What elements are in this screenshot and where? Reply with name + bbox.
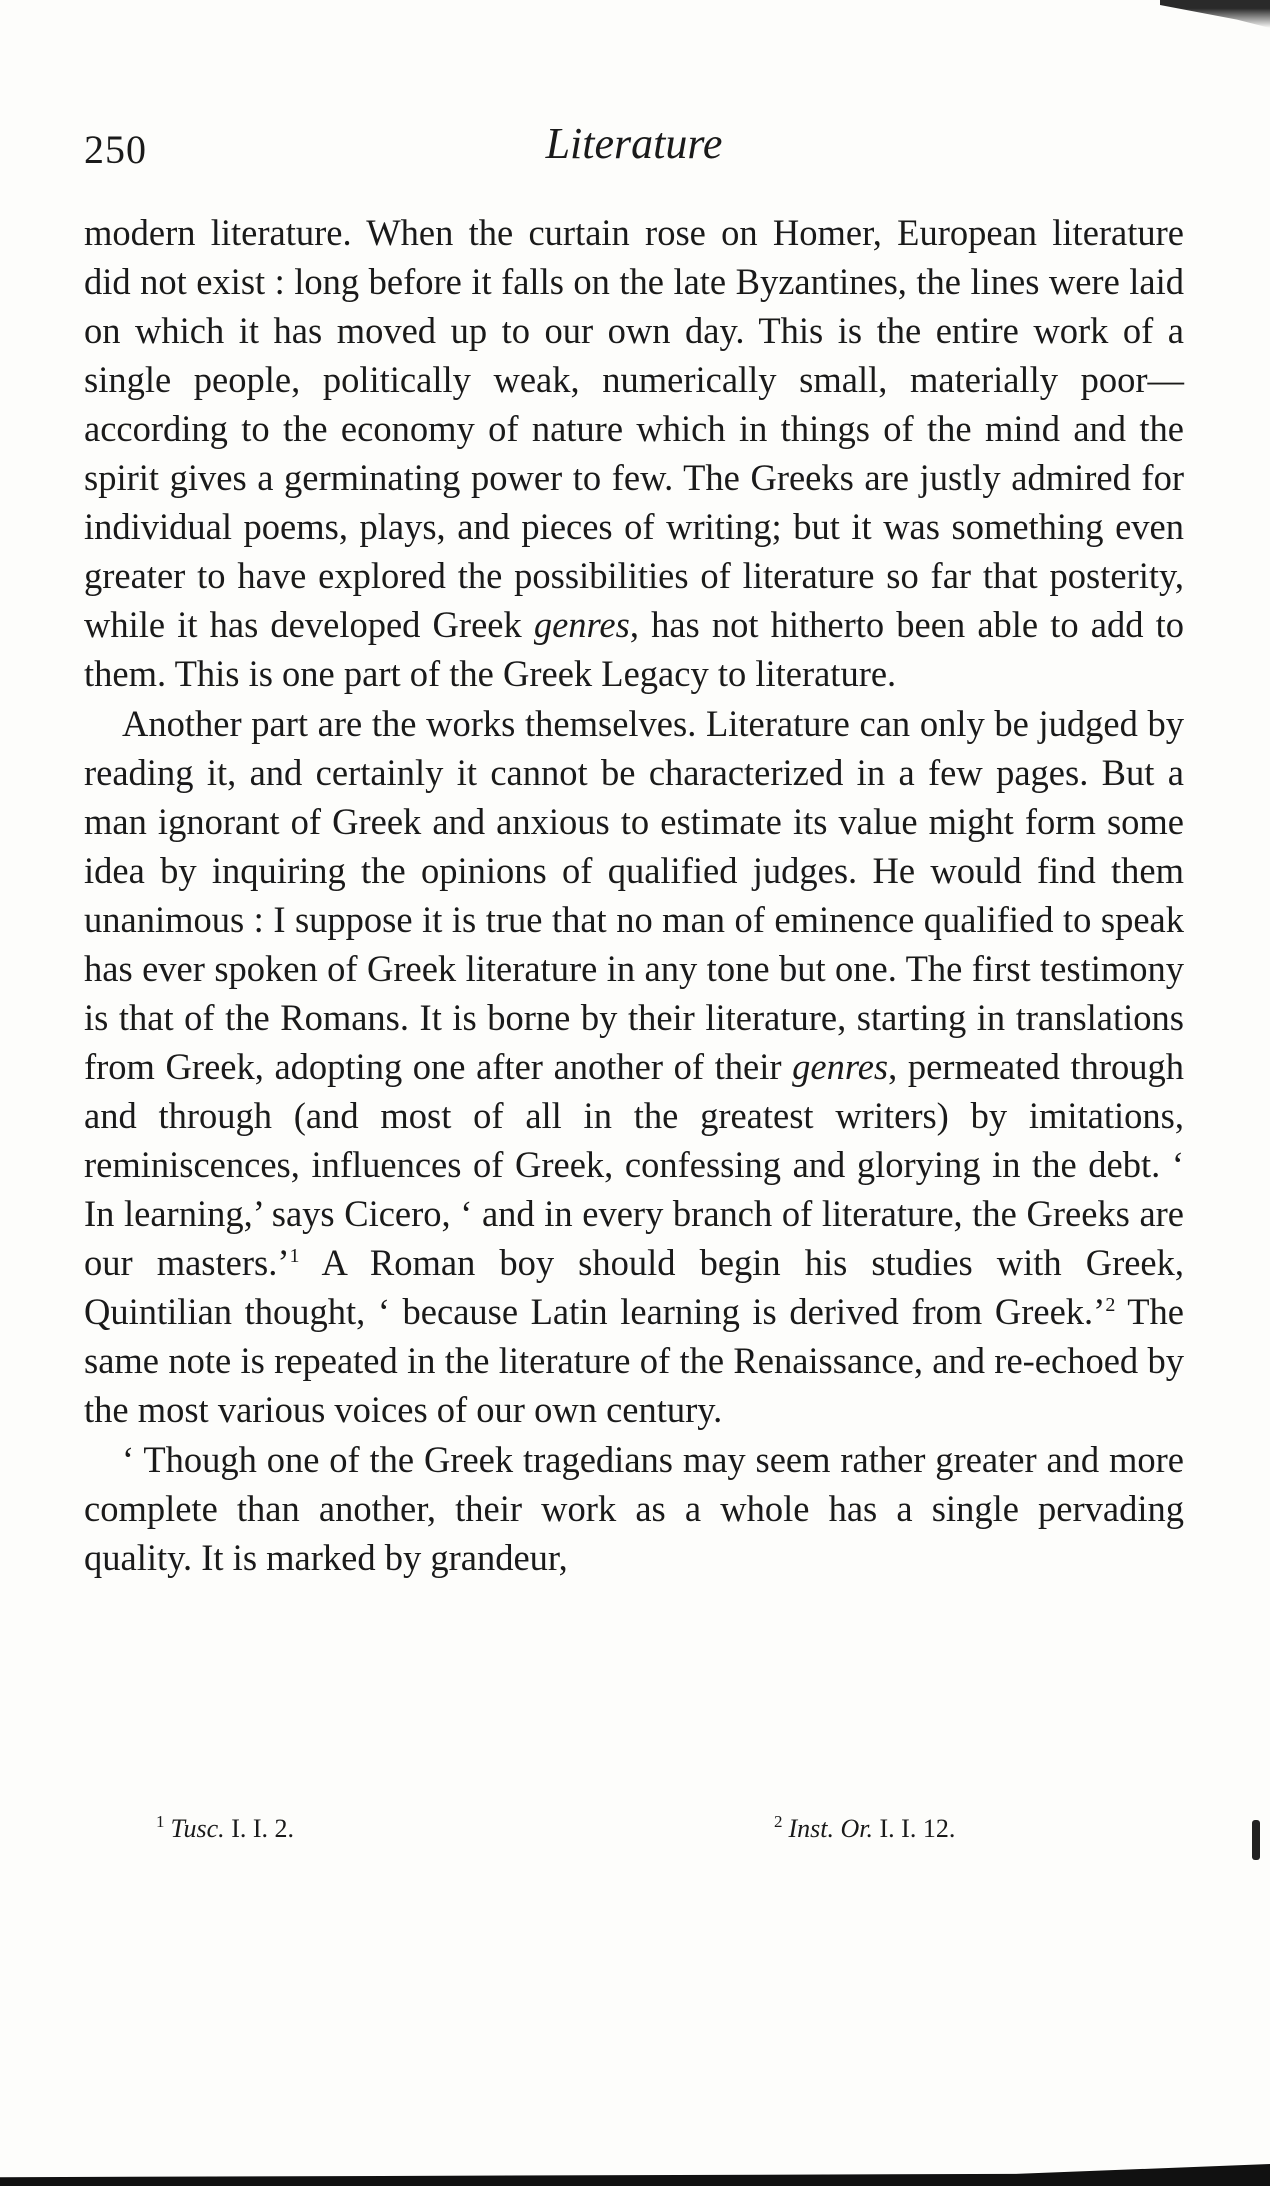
- paragraph-2: Another part are the works themselves. Literature can only be judged by reading it, and certainly it cannot be characterized in a few pages. But a man ignorant of Greek and anxious to estimate its value might form some idea by inquiring the opinions of qualified judges. He would find them unanimous : I suppose it is true that no man of eminence qualified to speak has ever spoken of Greek literature in any tone but one. The first testimony is that of the Romans. It is borne by their literature, starting in translations from Greek, adopting one after another of their genres, permeated through and through (and most of all in the greatest writers) by imitations, reminiscences, influences of Greek, confessing and glorying in the debt. ‘ In learning,’ says Cicero, ‘ and in every branch of literature, the Greeks are our masters.’$^1$ A Roman boy should begin his studies with Greek, Quintilian thought, ‘ because Latin learning is derived from Greek.’$^2$ The same note is repeated in the literature of the Renaissance, and re-echoed by the most various voices of our own century.: [84, 703, 1184, 1430]
- footnote-1-marker: 1: [156, 1812, 165, 1832]
- paragraph-3: ‘ Though one of the Greek tragedians may seem rather greater and more complete than another, their work as a whole has a single pervading quality. It is marked by grandeur,: [84, 1439, 1184, 1578]
- paragraph-1: modern literature. When the curtain rose on Homer, European literature did not exist : long before it falls on the late Byzantines, the lines were laid on which it has moved up to our own day. This is the entire work of a single people, politically weak, numerically small, materially poor—according to the economy of nature which in things of the mind and the spirit gives a germinating power to few. The Greeks are justly admired for individual poems, plays, and pieces of writing; but it was something even greater to have explored the possibilities of literature so far that posterity, while it has developed Greek genres, has not hitherto been able to add to them. This is one part of the Greek Legacy to literature.: [84, 212, 1185, 694]
- footnote-2-marker: 2: [774, 1812, 783, 1832]
- scan-edge-mark-bottom: [0, 2164, 1270, 2186]
- italic-term: genres: [533, 604, 630, 645]
- running-title: Literature: [545, 119, 723, 168]
- body-text: [84, 208, 1184, 1582]
- scan-edge-mark-top: [1160, 0, 1270, 28]
- footnote-marker-1: 1: [289, 1244, 300, 1267]
- footnote-2: [774, 1814, 955, 1844]
- footnotes: [84, 1814, 1184, 1860]
- footnote-2-ref: Inst. Or.: [788, 1814, 874, 1843]
- footnote-1-ref: Tusc.: [170, 1814, 225, 1843]
- footnote-1-loc: I. I. 2.: [231, 1814, 295, 1843]
- footnote-1: [156, 1814, 294, 1844]
- italic-term: genres: [792, 1046, 889, 1087]
- page-header: [84, 118, 1184, 178]
- footnote-2-loc: I. I. 12.: [879, 1814, 956, 1843]
- page-number: 250: [84, 127, 147, 172]
- scan-speck: [1252, 1820, 1260, 1860]
- footnote-marker-2: 2: [1105, 1293, 1116, 1316]
